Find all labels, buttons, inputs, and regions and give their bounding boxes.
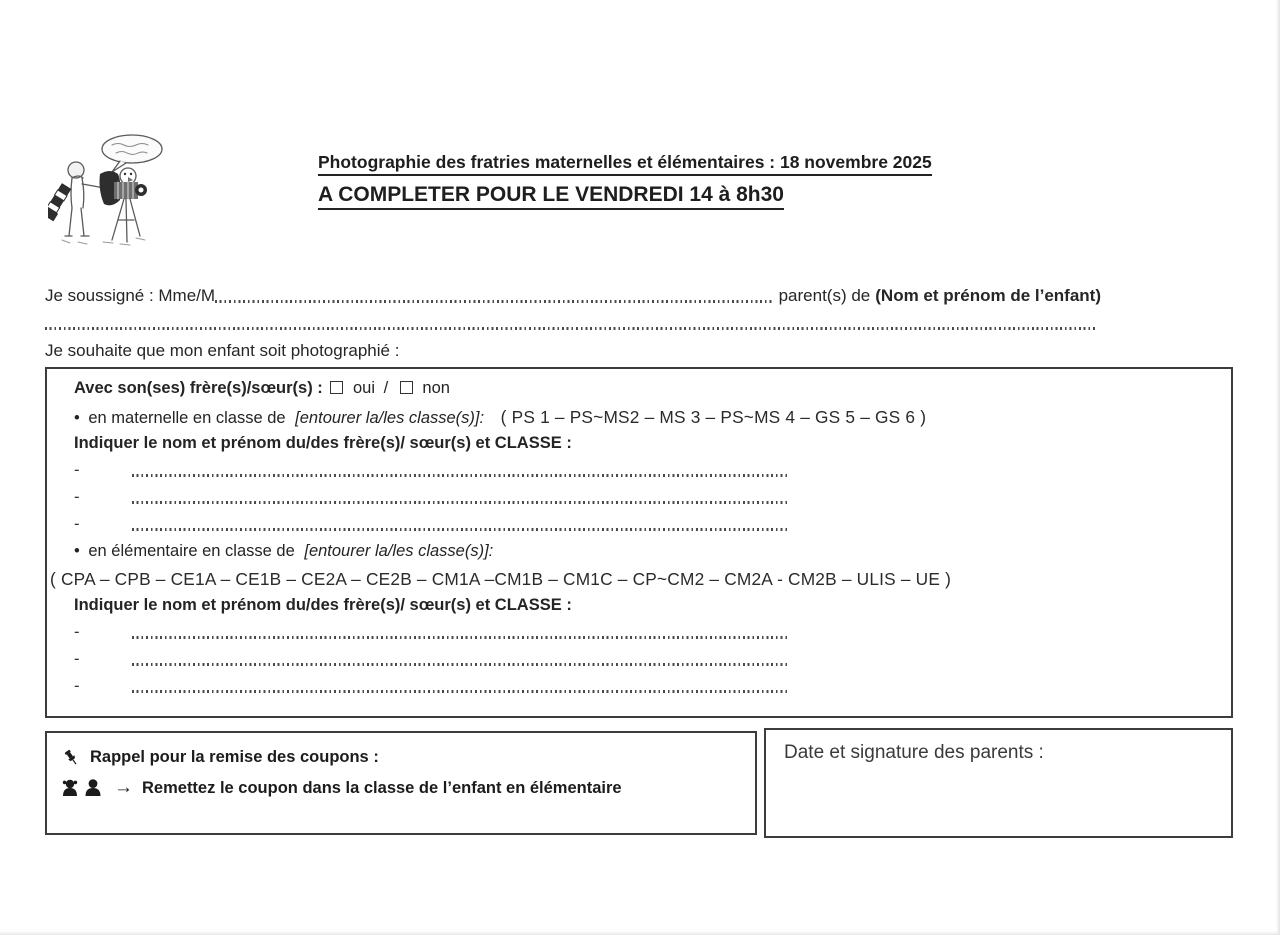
oui-non-separator: / (383, 379, 389, 397)
elementaire-instruction: [entourer la/les classe(s)]: (304, 542, 494, 560)
sibling-name-fillin[interactable] (132, 636, 789, 639)
scan-edge-right (1276, 0, 1280, 935)
row-dash: - (74, 623, 80, 641)
maternelle-line (74, 407, 926, 428)
child-name-fillin[interactable] (45, 327, 1095, 330)
reminder-title-line (61, 747, 379, 767)
indiquer-label-elementaire: Indiquer le nom et prénom du/des frère(s)/ sœur(s) et CLASSE : (74, 596, 572, 614)
form-title: Photographie des fratries maternelles et élémentaires : 18 novembre 2025 (318, 152, 932, 176)
checkbox-oui[interactable] (330, 381, 343, 394)
reminder-instruction: Remettez le coupon dans la classe de l’enfant en élémentaire (142, 778, 622, 797)
row-dash: - (74, 677, 80, 695)
sibling-name-fillin[interactable] (132, 663, 789, 666)
form-deadline: A COMPLETER POUR LE VENDREDI 14 à 8h30 (318, 183, 932, 210)
checkbox-non[interactable] (400, 381, 413, 394)
sibling-entry-row[interactable] (74, 650, 794, 668)
arrow-right-icon: → (114, 777, 133, 798)
scan-edge-bottom (0, 931, 1280, 935)
reminder-title: Rappel pour la remise des coupons : (90, 747, 379, 766)
indiquer-label-maternelle: Indiquer le nom et prénom du/des frère(s)/ sœur(s) et CLASSE : (74, 434, 572, 452)
maternelle-bullet: • (74, 409, 80, 427)
child-name-label: (Nom et prénom de l’enfant) (875, 286, 1101, 305)
sibling-entry-row[interactable] (74, 515, 794, 533)
row-dash: - (74, 650, 80, 668)
signature-box[interactable] (764, 728, 1233, 838)
row-dash: - (74, 461, 80, 479)
reminder-box (45, 731, 757, 835)
siblings-question-line (74, 379, 450, 398)
maternelle-prefix: en maternelle en classe de (88, 409, 286, 427)
oui-label: oui (352, 379, 376, 397)
parent-name-fillin[interactable] (215, 300, 774, 303)
row-dash: - (74, 488, 80, 506)
photographer-cartoon-icon (48, 128, 178, 252)
elementaire-line (74, 542, 493, 561)
soussigne-label: Je soussigné : Mme/M (45, 286, 216, 305)
elementaire-prefix: en élémentaire en classe de (88, 542, 295, 560)
row-dash: - (74, 515, 80, 533)
parents-de-label: parent(s) de (778, 286, 871, 305)
photographer-illustration (48, 128, 178, 252)
sibling-name-fillin[interactable] (132, 528, 789, 531)
sibling-name-fillin[interactable] (132, 474, 789, 477)
elementaire-classes[interactable]: ( CPA – CPB – CE1A – CE1B – CE2A – CE2B – CM1A –CM1B – CM1C – CP~CM2 – CM2A - CM2B – ULIS – UE ) (50, 569, 952, 589)
form-header (318, 152, 932, 210)
pushpin-icon (61, 747, 81, 767)
parent-name-line (45, 286, 1101, 306)
photo-options-box (45, 367, 1233, 718)
reminder-instruction-line (61, 777, 622, 799)
signature-label: Date et signature des parents : (784, 742, 1044, 763)
sibling-name-fillin[interactable] (132, 690, 789, 693)
sibling-entry-row[interactable] (74, 461, 794, 479)
parents-icon (61, 778, 105, 798)
siblings-label: Avec son(ses) frère(s)/sœur(s) : (74, 379, 323, 397)
maternelle-classes[interactable]: ( PS 1 – PS~MS2 – MS 3 – PS~MS 4 – GS 5 – GS 6 ) (500, 407, 927, 427)
souhaite-label: Je souhaite que mon enfant soit photographié : (45, 341, 400, 360)
non-label: non (422, 379, 450, 397)
sibling-entry-row[interactable] (74, 623, 794, 641)
sibling-name-fillin[interactable] (132, 501, 789, 504)
sibling-entry-row[interactable] (74, 488, 794, 506)
maternelle-instruction: [entourer la/les classe(s)]: (295, 409, 485, 427)
elementaire-bullet: • (74, 542, 80, 560)
sibling-entry-row[interactable] (74, 677, 794, 695)
